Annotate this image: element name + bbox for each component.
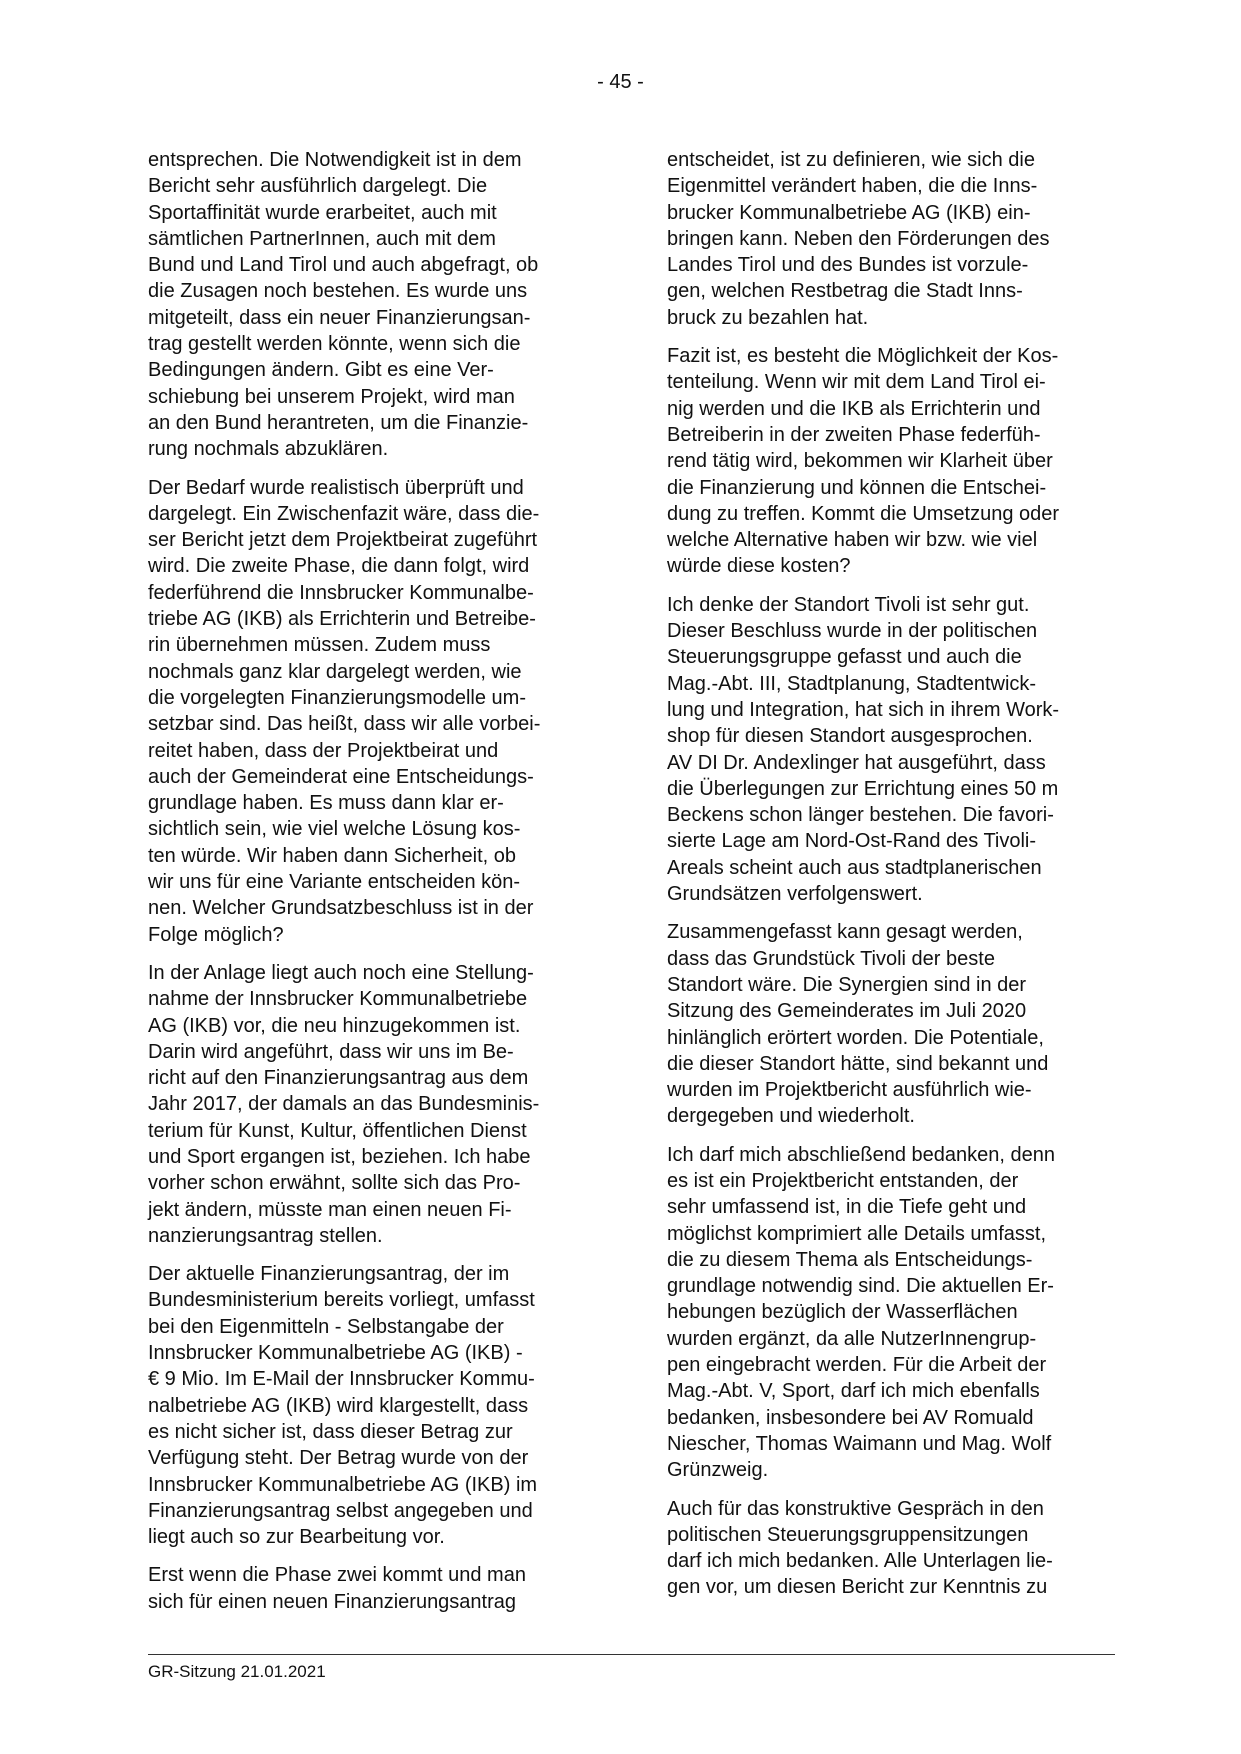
paragraph: Ich darf mich abschließend bedanken, denn es ist ein Projektbericht entstanden, der sehr umfassend ist, in die Tiefe geht und möglichst komprimiert alle Details umfasst, die zu diesem Thema als Entscheidungs- grundlage notwendig sind. Die aktuellen Er- hebungen bezüglich der Wasserflächen wurden ergänzt, da alle NutzerInnengrup- pen eingebracht werden. Für die Arbeit der Mag.-Abt. V, Sport, darf ich mich ebenfalls bedanken, insbesondere bei AV Romuald Niescher, Thomas Waimann und Mag. Wolf Grünzweig. xyxy=(667,1143,1056,1482)
page-number: - 45 - xyxy=(597,71,644,93)
paragraph: Fazit ist, es besteht die Möglichkeit der Kos- tenteilung. Wenn wir mit dem Land Tirol ei- nig werden und die IKB als Errichterin und Betreiberin in der zweiten Phase federfüh- rend tätig wird, bekommen wir Klarheit über die Finanzierung und können die Entschei- dung zu treffen. Kommt die Umsetzung oder welche Alternative haben wir bzw. wie viel würde diese kosten? xyxy=(667,345,1060,578)
paragraph: entsprechen. Die Notwendigkeit ist in dem Bericht sehr ausführlich dargelegt. Die Sportaffinität wurde erarbeitet, auch mit sämtlichen PartnerInnen, auch mit dem Bund und Land Tirol und auch abgefragt, ob die Zusagen noch bestehen. Es wurde uns mitgeteilt, dass ein neuer Finanzierungsan- trag gestellt werden könnte, wenn sich die Bedingungen ändern. Gibt es eine Ver- schiebung bei unserem Projekt, wird man an den Bund herantreten, um die Finanzie- rung nochmals abzuklären. xyxy=(148,149,539,461)
paragraph: Zusammengefasst kann gesagt werden, dass das Grundstück Tivoli der beste Standort wäre. Die Synergien sind in der Sitzung des Gemeinderates im Juli 2020 hinlänglich erörtert worden. Die Potentiale, die dieser Standort hätte, sind bekannt und wurden im Projektbericht ausführlich wie- dergegeben und wiederholt. xyxy=(667,921,1049,1128)
left-column xyxy=(148,147,588,1627)
footer-text: GR-Sitzung 21.01.2021 xyxy=(148,1662,326,1681)
paragraph: Erst wenn die Phase zwei kommt und man sich für einen neuen Finanzierungsantrag xyxy=(148,1564,526,1613)
paragraph: Der aktuelle Finanzierungsantrag, der im Bundesministerium bereits vorliegt, umfasst bei den Eigenmitteln - Selbstangabe der Innsbrucker Kommunalbetriebe AG (IKB) - € 9 Mio. Im E-Mail der Innsbrucker Kommu- nalbetriebe AG (IKB) wird klargestellt, dass es nicht sicher ist, dass dieser Betrag zur Verfügung steht. Der Betrag wurde von der Innsbrucker Kommunalbetriebe AG (IKB) im Finanzierungsantrag selbst angegeben und liegt auch so zur Bearbeitung vor. xyxy=(148,1263,538,1549)
paragraph: In der Anlage liegt auch noch eine Stellung- nahme der Innsbrucker Kommunalbetriebe AG (IKB) vor, die neu hinzugekommen ist. Darin wird angeführt, dass wir uns im Be- richt auf den Finanzierungsantrag aus dem Jahr 2017, der damals an das Bundesminis- terium für Kunst, Kultur, öffentlichen Dienst und Sport ergangen ist, beziehen. Ich habe vorher schon erwähnt, sollte sich das Pro- jekt ändern, müsste man einen neuen Fi- nanzierungsantrag stellen. xyxy=(148,961,540,1247)
footer-divider xyxy=(148,1654,1115,1655)
paragraph: entscheidet, ist zu definieren, wie sich die Eigenmittel verändert haben, die die Inns- brucker Kommunalbetriebe AG (IKB) ein- bringen kann. Neben den Förderungen des Landes Tirol und des Bundes ist vorzule- gen, welchen Restbetrag die Stadt Inns- bruck zu bezahlen hat. xyxy=(667,149,1050,329)
paragraph: Ich denke der Standort Tivoli ist sehr gut. Dieser Beschluss wurde in der politischen Steuerungsgruppe gefasst und auch die Mag.-Abt. III, Stadtplanung, Stadtentwick- lung und Integration, hat sich in ihrem Work- shop für diesen Standort ausgesprochen. AV DI Dr. Andexlinger hat ausgeführt, dass die Überlegungen zur Errichtung eines 50 m Beckens schon länger bestehen. Die favori- sierte Lage am Nord-Ost-Rand des Tivoli- Areals scheint auch aus stadtplanerischen Grundsätzen verfolgenswert. xyxy=(667,593,1060,906)
right-column xyxy=(667,147,1107,1613)
paragraph: Auch für das konstruktive Gespräch in den politischen Steuerungsgruppensitzungen darf ich mich bedanken. Alle Unterlagen lie- gen vor, um diesen Bericht zur Kenntnis zu xyxy=(667,1497,1053,1599)
paragraph: Der Bedarf wurde realistisch überprüft und dargelegt. Ein Zwischenfazit wäre, dass die- ser Bericht jetzt dem Projektbeirat zugeführt wird. Die zweite Phase, die dann folgt, wird federführend die Innsbrucker Kommunalbe- triebe AG (IKB) als Errichterin und Betreibe- rin übernehmen müssen. Zudem muss nochmals ganz klar dargelegt werden, wie die vorgelegten Finanzierungsmodelle um- setzbar sind. Das heißt, dass wir alle vorbei- reitet haben, dass der Projektbeirat und auch der Gemeinderat eine Entscheidungs- grundlage haben. Es muss dann klar er- sichtlich sein, wie viel welche Lösung kos- ten würde. Wir haben dann Sicherheit, ob wir uns für eine Variante entscheiden kön- nen. Welcher Grundsatzbeschluss ist in der Folge möglich? xyxy=(148,476,541,946)
